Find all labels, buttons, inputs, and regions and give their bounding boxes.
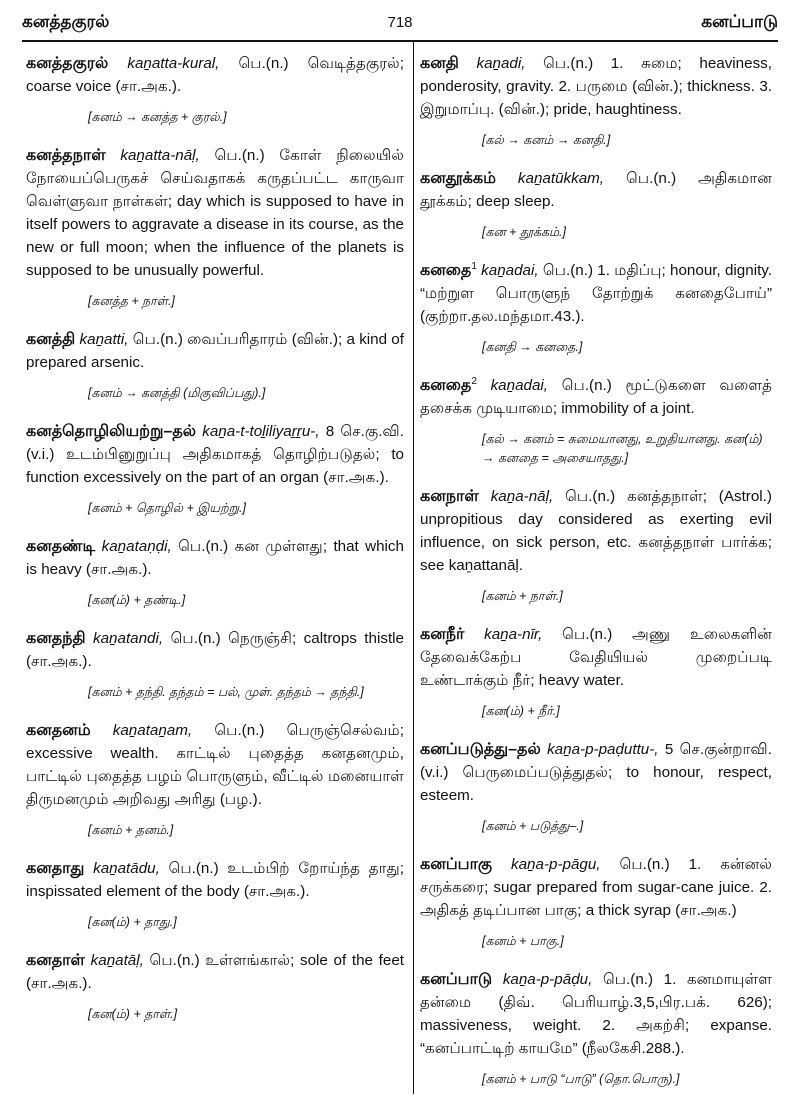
etymology: [கனம் + பாகு.] xyxy=(482,934,564,948)
dictionary-entry xyxy=(26,328,404,403)
etymology: [கனம் + படுத்து–.] xyxy=(482,819,584,833)
transliteration: kaṉa-nāḷ, xyxy=(490,488,554,505)
etymology: [கன + தூக்கம்.] xyxy=(482,225,567,239)
headword: கனநீர் xyxy=(420,626,465,643)
transliteration: kaṉa-p-pāgu, xyxy=(511,856,601,873)
homonym-number: 1 xyxy=(471,260,477,272)
etymology: [கனம் + தந்தி. தந்தம் = பல், முள். தந்தம் → தந்தி.] xyxy=(88,685,364,699)
definition: பெ.(n.) கன முள்ளது; that which is heavy (சா.அக.). xyxy=(26,538,404,578)
etymology: [கன(ம்) + நீர்.] xyxy=(482,704,560,718)
etymology: [கல் → கனம் = சுமையானது, உறுதியானது. கன(ம்) → கனதை = அசையாதது.] xyxy=(482,432,763,465)
headword: கனத்தி xyxy=(26,331,76,348)
page-header xyxy=(22,8,778,38)
definition: பெ.(n.) அதிகமான தூக்கம்; deep sleep. xyxy=(420,170,772,210)
definition: 5 செ.குன்றாவி. (v.i.) பெருமைப்படுத்துதல்; to honour, respect, esteem. xyxy=(420,741,772,804)
etymology: [கன(ம்) + தாள்.] xyxy=(88,1007,178,1021)
headword: கனதி xyxy=(420,55,459,72)
definition: பெ.(n.) உடம்பிற் றோய்ந்த தாது; inspissated element of the body (சா.அக.). xyxy=(26,860,404,900)
definition: பெ.(n.) பெருஞ்செல்வம்; excessive wealth. காட்டில் புதைத்த கனதனமும், பாட்டில் புதைத்த பழம் பொருளும், வீட்டில் மனையாள் திருமனமும் அறிவது அரிது (பழ.). xyxy=(26,722,404,808)
transliteration: kaṉatti, xyxy=(79,331,129,348)
definition: 8 செ.கு.வி.(v.i.) உடம்பினுறுப்பு அதிகமாகத் தொழிற்படுதல்; to function excessively on the part of an organ (சா.அக.). xyxy=(26,423,404,486)
dictionary-entry xyxy=(420,853,772,951)
headword: கனப்படுத்து–தல் xyxy=(420,741,541,758)
dictionary-entry xyxy=(26,719,404,840)
right-column xyxy=(420,52,772,1106)
headword: கனப்பாகு xyxy=(420,856,493,873)
definition: பெ.(n.) வெடித்தகுரல்; coarse voice (சா.அக.). xyxy=(26,55,404,95)
transliteration: kaṉataṇḍi, xyxy=(101,538,172,555)
etymology: [கனம் → கனத்த + குரல்.] xyxy=(88,110,227,124)
dictionary-entry xyxy=(26,857,404,932)
transliteration: kaṉataṉam, xyxy=(112,722,193,739)
definition: பெ.(n.) 1. மதிப்பு; honour, dignity. “மற்றுள பொருளுந் தோற்றுக் கனதைபோய்” (குற்றா.தல.மந்தமா.43.). xyxy=(420,262,772,325)
header-first-word: கனத்தகுரல் xyxy=(22,12,110,31)
headword: கனதை xyxy=(420,377,472,394)
dictionary-entry xyxy=(420,623,772,721)
dictionary-entry xyxy=(26,52,404,127)
dictionary-entry xyxy=(420,374,772,468)
etymology: [கனம் → கனத்தி (மிகுவிப்பது).] xyxy=(88,386,266,400)
etymology: [கனதி → கனதை.] xyxy=(482,340,583,354)
transliteration: kaṉatta-kural, xyxy=(127,55,220,72)
definition: பெ.(n.) உள்ளங்கால்; sole of the feet (சா.அக.). xyxy=(26,952,404,992)
definition: பெ.(n.) வைப்பரிதாரம் (வின்.); a kind of prepared arsenic. xyxy=(26,331,404,371)
homonym-number: 2 xyxy=(471,375,477,387)
transliteration: kaṉadai, xyxy=(490,377,548,394)
dictionary-entry xyxy=(26,535,404,610)
dictionary-entry xyxy=(420,485,772,606)
definition: பெ.(n.) கனத்தநாள்; (Astrol.) unpropitious day considered as exerting evil influence, on sick person, etc. கனத்தநாள் பார்க்க; see kaṉattanāḷ. xyxy=(420,488,772,574)
headword: கனதந்தி xyxy=(26,630,86,647)
headword: கனத்தகுரல் xyxy=(26,55,109,72)
header-rule xyxy=(22,40,778,42)
definition: பெ.(n.) 1. சுமை; heaviness, ponderosity, gravity. 2. பருமை (வின்.); thickness. 3. இறுமாப்பு. (வின்.); pride, haughtiness. xyxy=(420,55,772,118)
headword: கனதாள் xyxy=(26,952,85,969)
header-last-word: கனப்பாடு xyxy=(701,12,778,31)
dictionary-entry xyxy=(420,738,772,836)
transliteration: kaṉadi, xyxy=(476,55,526,72)
dictionary-entry xyxy=(420,167,772,242)
dictionary-entry xyxy=(420,52,772,150)
column-divider xyxy=(413,42,414,1094)
definition: பெ.(n.) அணு உலைகளின் தேவைக்கேற்ப வேதியியல் முறைப்படி உண்டாக்கும் நீர்; heavy water. xyxy=(420,626,772,689)
headword: கனத்தநாள் xyxy=(26,147,106,164)
definition: பெ.(n.) மூட்டுகளை வளைத் தசைக்க முடியாமை; immobility of a joint. xyxy=(420,377,772,417)
etymology: [கன(ம்) + தாது.] xyxy=(88,915,177,929)
transliteration: kaṉa-p-pāḍu, xyxy=(502,971,593,988)
transliteration: kaṉa-t-toḻiliyaṟṟu-, xyxy=(202,423,320,440)
definition: பெ.(n.) கோள் நிலையில் நோயைப்பெருகச் செய்வதாகக் கருதப்பட்ட காருவா வெள்ளுவா நாள்கள்; day which is supposed to have in itself powers to aggravate a disease in its course, as the new or full moon; when the influence of the planets is supposed to be unusually powerful. xyxy=(26,147,404,279)
transliteration: kaṉatāḷ, xyxy=(90,952,144,969)
headword: கனதாது xyxy=(26,860,85,877)
transliteration: kaṉatūkkam, xyxy=(517,170,605,187)
dictionary-entry xyxy=(26,627,404,702)
headword: கனதை xyxy=(420,262,472,279)
transliteration: kaṉadai, xyxy=(481,262,539,279)
etymology: [கனம் + தொழில் + இயற்று.] xyxy=(88,501,247,515)
dictionary-entry xyxy=(420,259,772,357)
left-column xyxy=(26,52,404,1041)
headword: கனதூக்கம் xyxy=(420,170,496,187)
headword: கனத்தொழிலியற்று–தல் xyxy=(26,423,197,440)
etymology: [கனம் + தனம்.] xyxy=(88,823,174,837)
headword: கனநாள் xyxy=(420,488,479,505)
definition: பெ.(n.) 1. கனமாயுள்ள தன்மை (திவ். பெரியாழ்.3,5,பிர.பக். 626); massiveness, weight. 2. அகற்சி; expanse. “கனப்பாட்டிற் காயமே” (நீலகேசி.288.). xyxy=(420,971,772,1057)
transliteration: kaṉa-p-paḍuttu-, xyxy=(547,741,659,758)
etymology: [கன(ம்) + தண்டி.] xyxy=(88,593,186,607)
etymology: [கல் → கனம் → கனதி.] xyxy=(482,133,611,147)
etymology: [கனத்த + நாள்.] xyxy=(88,294,175,308)
transliteration: kaṉatta-nāḷ, xyxy=(120,147,200,164)
dictionary-entry xyxy=(26,144,404,311)
transliteration: kaṉatandi, xyxy=(93,630,164,647)
etymology: [கனம் + பாடு “பாடு” (தொ.பொரு).] xyxy=(482,1072,680,1086)
definition: பெ.(n.) 1. கன்னல் சருக்கரை; sugar prepared from sugar-cane juice. 2. அதிகத் தடிப்பான பாகு; a thick syrap (சா.அக.) xyxy=(420,856,772,919)
dictionary-entry xyxy=(26,420,404,518)
definition: பெ.(n.) நெருஞ்சி; caltrops thistle (சா.அக.). xyxy=(26,630,404,670)
etymology: [கனம் + நாள்.] xyxy=(482,589,563,603)
page-number: 718 xyxy=(387,14,413,31)
transliteration: kaṉatādu, xyxy=(93,860,160,877)
headword: கனதண்டி xyxy=(26,538,96,555)
headword: கனதனம் xyxy=(26,722,91,739)
transliteration: kaṉa-nīr, xyxy=(484,626,543,643)
dictionary-entry xyxy=(26,949,404,1024)
dictionary-entry xyxy=(420,968,772,1089)
headword: கனப்பாடு xyxy=(420,971,493,988)
